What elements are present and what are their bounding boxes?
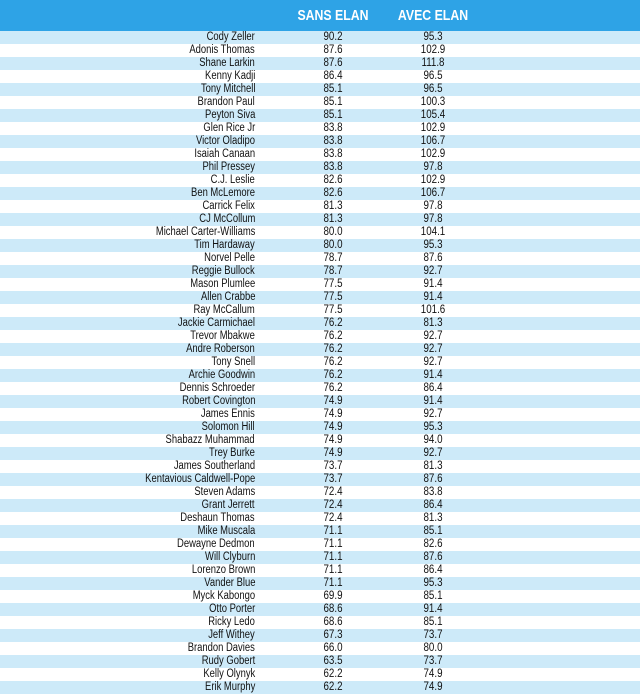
avec-elan-value: 86.4 [423, 499, 443, 511]
sans-elan-value: 66.0 [323, 642, 343, 654]
player-name: Trevor Mbakwe [190, 330, 255, 342]
table-row [0, 31, 640, 44]
avec-elan-value: 95.3 [423, 577, 443, 589]
player-name: Allen Crabbe [200, 291, 255, 303]
avec-elan-value: 92.7 [423, 343, 443, 355]
sans-elan-value: 72.4 [323, 486, 343, 498]
avec-elan-value: 86.4 [423, 564, 443, 576]
sans-elan-value: 80.0 [323, 239, 343, 251]
sans-elan-value: 67.3 [323, 629, 343, 641]
sans-elan-value: 78.7 [323, 265, 343, 277]
avec-elan-value: 87.6 [423, 252, 443, 264]
sans-elan-value: 68.6 [323, 616, 343, 628]
player-name: Norvel Pelle [204, 252, 255, 264]
table-row [0, 395, 640, 408]
avec-elan-value: 102.9 [420, 122, 446, 134]
player-name: Trey Burke [209, 447, 255, 459]
player-name: Phil Pressey [202, 161, 255, 173]
sans-elan-value: 71.1 [323, 525, 343, 537]
table-row [0, 265, 640, 278]
table-row [0, 525, 640, 538]
avec-elan-value: 94.0 [423, 434, 443, 446]
player-name: Peyton Siva [204, 109, 255, 121]
sans-elan-value: 72.4 [323, 512, 343, 524]
table-row [0, 408, 640, 421]
avec-elan-value: 97.8 [423, 213, 443, 225]
player-name: Ricky Ledo [208, 616, 255, 628]
avec-elan-value: 97.8 [423, 200, 443, 212]
sans-elan-value: 74.9 [323, 408, 343, 420]
avec-elan-value: 91.4 [423, 603, 443, 615]
player-name: Mike Muscala [197, 525, 255, 537]
player-name: Kelly Olynyk [203, 668, 255, 680]
table-row [0, 317, 640, 330]
avec-elan-value: 111.8 [421, 57, 445, 69]
table-row [0, 460, 640, 473]
table-row [0, 473, 640, 486]
sans-elan-value: 82.6 [323, 187, 343, 199]
table-row [0, 447, 640, 460]
avec-elan-value: 85.1 [423, 525, 443, 537]
sans-elan-value: 76.2 [323, 382, 343, 394]
avec-elan-value: 74.9 [423, 668, 443, 680]
table-row [0, 512, 640, 525]
sans-elan-value: 76.2 [323, 330, 343, 342]
table-row [0, 382, 640, 395]
player-name: Will Clyburn [204, 551, 255, 563]
player-name: C.J. Leslie [210, 174, 255, 186]
player-name: Victor Oladipo [195, 135, 255, 147]
avec-elan-value: 95.3 [423, 31, 443, 43]
player-name: Otto Porter [208, 603, 255, 615]
table-row [0, 681, 640, 694]
sans-elan-value: 83.8 [323, 148, 343, 160]
avec-elan-value: 80.0 [423, 642, 443, 654]
table-row [0, 109, 640, 122]
player-name: Steven Adams [194, 486, 255, 498]
sans-elan-value: 76.2 [323, 356, 343, 368]
player-name: Michael Carter-Williams [155, 226, 255, 238]
sans-elan-value: 87.6 [323, 44, 343, 56]
player-name: Lorenzo Brown [191, 564, 255, 576]
sans-elan-value: 90.2 [323, 31, 343, 43]
player-name: CJ McCollum [198, 213, 255, 225]
player-name: Brandon Paul [197, 96, 255, 108]
table-row [0, 304, 640, 317]
table-row [0, 538, 640, 551]
player-name: Tim Hardaway [194, 239, 255, 251]
avec-elan-value: 96.5 [423, 83, 443, 95]
avec-elan-value: 91.4 [423, 291, 443, 303]
sans-elan-value: 77.5 [323, 278, 343, 290]
sans-elan-value: 71.1 [323, 564, 343, 576]
avec-elan-value: 85.1 [423, 590, 443, 602]
avec-elan-value: 82.6 [423, 538, 443, 550]
player-name: Shane Larkin [199, 57, 255, 69]
table-row [0, 616, 640, 629]
avec-elan-value: 91.4 [423, 369, 443, 381]
table-row [0, 564, 640, 577]
player-name: Reggie Bullock [192, 265, 255, 277]
avec-elan-value: 101.6 [420, 304, 446, 316]
avec-elan-value: 96.5 [423, 70, 443, 82]
table-row [0, 148, 640, 161]
sans-elan-value: 73.7 [323, 460, 343, 472]
avec-elan-value: 106.7 [420, 187, 446, 199]
table-row [0, 499, 640, 512]
avec-elan-value: 92.7 [423, 330, 443, 342]
player-name: Ben McLemore [191, 187, 255, 199]
sans-elan-value: 83.8 [323, 135, 343, 147]
table-row [0, 252, 640, 265]
avec-elan-value: 105.4 [420, 109, 446, 121]
player-name: Brandon Davies [187, 642, 255, 654]
avec-elan-value: 92.7 [423, 356, 443, 368]
avec-elan-value: 92.7 [423, 408, 443, 420]
table-row [0, 57, 640, 70]
avec-elan-value: 83.8 [423, 486, 443, 498]
table-row [0, 421, 640, 434]
sans-elan-value: 85.1 [323, 96, 343, 108]
player-name: Glen Rice Jr [203, 122, 255, 134]
table-row [0, 174, 640, 187]
player-name: Kenny Kadji [204, 70, 255, 82]
player-name: Andre Roberson [186, 343, 255, 355]
table-row [0, 343, 640, 356]
sans-elan-value: 85.1 [323, 109, 343, 121]
avec-elan-value: 91.4 [423, 278, 443, 290]
sans-elan-value: 71.1 [323, 577, 343, 589]
table-row [0, 551, 640, 564]
avec-elan-value: 86.4 [423, 382, 443, 394]
sans-elan-value: 76.2 [323, 343, 343, 355]
avec-elan-value: 102.9 [420, 148, 446, 160]
sans-elan-value: 72.4 [323, 499, 343, 511]
table-row [0, 369, 640, 382]
player-name: Tony Mitchell [200, 83, 255, 95]
table-row [0, 291, 640, 304]
sans-elan-value: 74.9 [323, 434, 343, 446]
table-row [0, 187, 640, 200]
player-name: Ray McCallum [193, 304, 255, 316]
avec-elan-value: 81.3 [423, 460, 443, 472]
table-body [0, 31, 640, 694]
table-row [0, 434, 640, 447]
avec-elan-value: 92.7 [423, 265, 443, 277]
table-row [0, 590, 640, 603]
table-row [0, 70, 640, 83]
table-row [0, 226, 640, 239]
table-row [0, 213, 640, 226]
player-name: Grant Jerrett [202, 499, 255, 511]
player-name: Myck Kabongo [192, 590, 255, 602]
table-row [0, 629, 640, 642]
sans-elan-value: 76.2 [323, 369, 343, 381]
avec-elan-value: 73.7 [423, 629, 443, 641]
player-name: James Southerland [173, 460, 255, 472]
avec-elan-value: 100.3 [420, 96, 446, 108]
player-name: Mason Plumlee [190, 278, 255, 290]
player-name: Shabazz Muhammad [165, 434, 255, 446]
sans-elan-value: 82.6 [323, 174, 343, 186]
sans-elan-value: 74.9 [323, 447, 343, 459]
table-row [0, 642, 640, 655]
avec-elan-value: 102.9 [420, 44, 446, 56]
column-header-sans-elan: SANS ELAN [297, 7, 369, 24]
avec-elan-value: 95.3 [423, 421, 443, 433]
sans-elan-value: 68.6 [323, 603, 343, 615]
player-name: Carrick Felix [202, 200, 255, 212]
table-row [0, 200, 640, 213]
sans-elan-value: 78.7 [323, 252, 343, 264]
table-row [0, 486, 640, 499]
table-row [0, 96, 640, 109]
table-row [0, 330, 640, 343]
table-row [0, 278, 640, 291]
table-row [0, 44, 640, 57]
sans-elan-value: 81.3 [323, 213, 343, 225]
player-name: Dennis Schroeder [179, 382, 255, 394]
avec-elan-value: 97.8 [423, 161, 443, 173]
sans-elan-value: 62.2 [323, 668, 343, 680]
sans-elan-value: 76.2 [323, 317, 343, 329]
avec-elan-value: 95.3 [423, 239, 443, 251]
sans-elan-value: 77.5 [323, 291, 343, 303]
avec-elan-value: 85.1 [423, 616, 443, 628]
sans-elan-value: 85.1 [323, 83, 343, 95]
table-row [0, 603, 640, 616]
table-row [0, 668, 640, 681]
sans-elan-value: 83.8 [323, 161, 343, 173]
sans-elan-value: 77.5 [323, 304, 343, 316]
player-name: Tony Snell [211, 356, 255, 368]
player-name: James Ennis [201, 408, 255, 420]
sans-elan-value: 73.7 [323, 473, 343, 485]
player-name: Cody Zeller [206, 31, 255, 43]
avec-elan-value: 106.7 [420, 135, 446, 147]
avec-elan-value: 81.3 [423, 512, 443, 524]
sans-elan-value: 83.8 [323, 122, 343, 134]
avec-elan-value: 102.9 [420, 174, 446, 186]
table-row [0, 161, 640, 174]
sans-elan-value: 87.6 [323, 57, 343, 69]
column-header-avec-elan: AVEC ELAN [397, 7, 469, 24]
sans-elan-value: 74.9 [323, 395, 343, 407]
player-name: Jeff Withey [208, 629, 255, 641]
player-name: Jackie Carmichael [177, 317, 255, 329]
avec-elan-value: 87.6 [423, 473, 443, 485]
player-name: Robert Covington [181, 395, 255, 407]
player-name: Dewayne Dedmon [177, 538, 255, 550]
table-row [0, 577, 640, 590]
table-header [0, 0, 640, 31]
sans-elan-value: 80.0 [323, 226, 343, 238]
player-name: Solomon Hill [202, 421, 255, 433]
table-row [0, 356, 640, 369]
player-name: Isaiah Canaan [194, 148, 255, 160]
sans-elan-value: 86.4 [323, 70, 343, 82]
table-row [0, 135, 640, 148]
avec-elan-value: 81.3 [423, 317, 443, 329]
avec-elan-value: 87.6 [423, 551, 443, 563]
sans-elan-value: 71.1 [323, 538, 343, 550]
sans-elan-value: 62.2 [323, 681, 343, 693]
player-name: Rudy Gobert [201, 655, 255, 667]
player-name: Archie Goodwin [188, 369, 255, 381]
avec-elan-value: 73.7 [423, 655, 443, 667]
player-name: Vander Blue [203, 577, 255, 589]
table-row [0, 83, 640, 96]
sans-elan-value: 74.9 [323, 421, 343, 433]
sans-elan-value: 69.9 [323, 590, 343, 602]
avec-elan-value: 74.9 [423, 681, 443, 693]
player-name: Erik Murphy [204, 681, 255, 693]
table-row [0, 655, 640, 668]
player-name: Kentavious Caldwell-Pope [144, 473, 255, 485]
table-row [0, 122, 640, 135]
sans-elan-value: 71.1 [323, 551, 343, 563]
avec-elan-value: 104.1 [420, 226, 446, 238]
sans-elan-value: 63.5 [323, 655, 343, 667]
player-name: Deshaun Thomas [180, 512, 255, 524]
table-row [0, 239, 640, 252]
avec-elan-value: 92.7 [423, 447, 443, 459]
player-name: Adonis Thomas [189, 44, 255, 56]
sans-elan-value: 81.3 [323, 200, 343, 212]
avec-elan-value: 91.4 [423, 395, 443, 407]
